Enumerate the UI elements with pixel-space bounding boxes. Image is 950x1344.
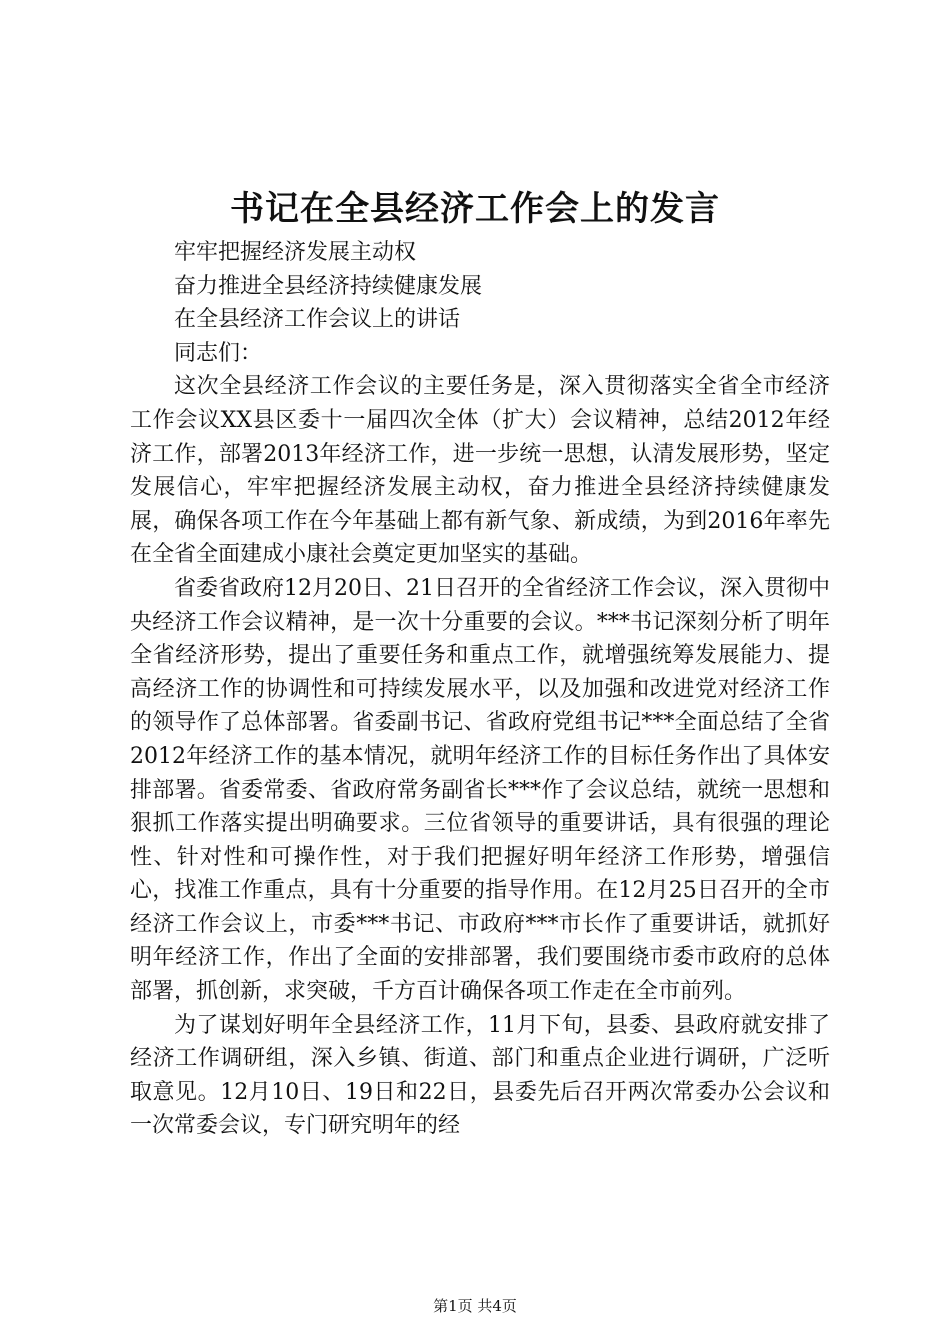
document-body bbox=[130, 236, 830, 1143]
page-footer bbox=[0, 1296, 950, 1316]
subtitle-line: 奋力推进全县经济持续健康发展 bbox=[174, 273, 483, 299]
page-indicator: 第1页 共4页 bbox=[433, 1297, 517, 1315]
document-title: 书记在全县经济工作会上的发言 bbox=[230, 189, 720, 229]
body-paragraph: 为了谋划好明年全县经济工作，11月下旬，县委、县政府就安排了经济工作调研组，深入乡镇、街道、部门和重点企业进行调研，广泛听取意见。12月10日、19日和22日，县委先后召开两次常委办公会议和一次常委会议，专门研究明年的经 bbox=[130, 1012, 830, 1139]
salutation-line: 同志们： bbox=[174, 340, 263, 366]
body-paragraph: 这次全县经济工作会议的主要任务是，深入贯彻落实全省全市经济工作会议XX县区委十一届四次全体（扩大）会议精神，总结2012年经济工作，部署2013年经济工作，进一步统一思想，认清发展形势，坚定发展信心，牢牢把握经济发展主动权，奋力推进全县经济持续健康发展，确保各项工作在今年基础上都有新气象、新成绩，为到2016年率先在全省全面建成小康社会奠定更加坚实的基础。 bbox=[130, 374, 830, 568]
subtitle-line: 牢牢把握经济发展主动权 bbox=[174, 240, 417, 265]
speech-heading-line: 在全县经济工作会议上的讲话 bbox=[174, 307, 461, 333]
body-paragraph: 省委省政府12月20日、21日召开的全省经济工作会议，深入贯彻中央经济工作会议精神，是一次十分重要的会议。***书记深刻分析了明年全省经济形势，提出了重要任务和重点工作，就增强统筹发展能力、提高经济工作的协调性和可持续发展水平，以及加强和改进党对经济工作的领导作了总体部署。省委副书记、省政府党组书记***全面总结了全省2012年经济工作的基本情况，就明年经济工作的目标任务作出了具体安排部署。省委常委、省政府常务副省长***作了会议总结，就统一思想和狠抓工作落实提出明确要求。三位省领导的重要讲话，具有很强的理论性、针对性和可操作性，对于我们把握好明年经济工作形势，增强信心，找准工作重点，具有十分重要的指导作用。在12月25日召开的全市经济工作会议上，市委***书记、市政府***市长作了重要讲话，就抓好明年经济工作，作出了全面的安排部署，我们要围绕市委市政府的总体部署，抓创新，求突破，千方百计确保各项工作走在全市前列。 bbox=[130, 575, 830, 1005]
